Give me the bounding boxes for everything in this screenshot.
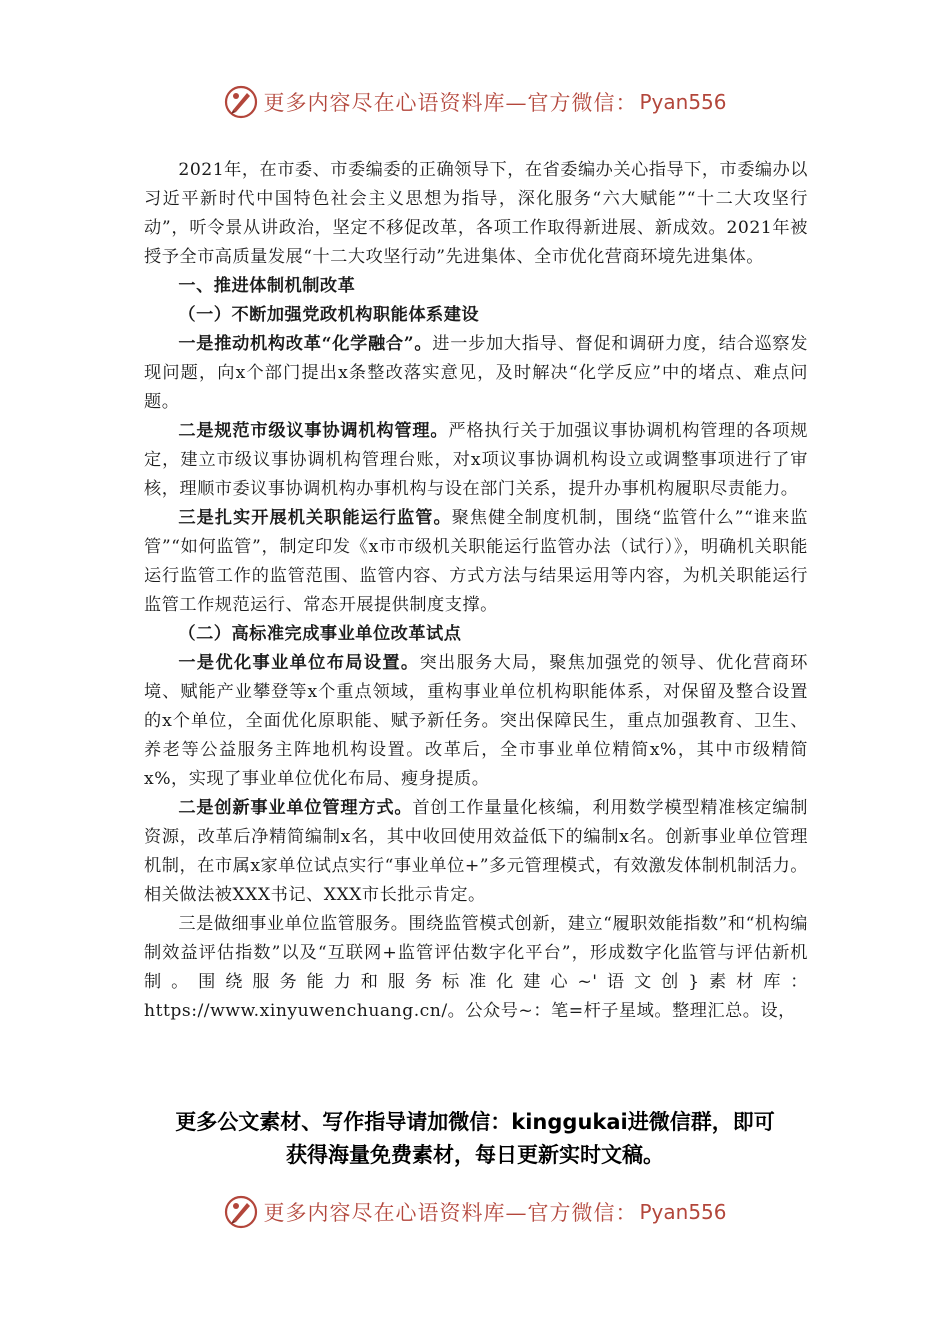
banner-text: 更多内容尽在心语资料库—官方微信： xyxy=(263,91,638,115)
paragraph xyxy=(144,417,808,504)
banner-text: 更多内容尽在心语资料库—官方微信： xyxy=(263,1201,638,1225)
footer-banner xyxy=(0,1190,950,1234)
subsection-heading: （二）高标准完成事业单位改革试点 xyxy=(178,624,462,644)
paragraph xyxy=(144,504,808,620)
paragraph-lead: 一是推动机构改革“化学融合”。 xyxy=(178,334,433,354)
paragraph-lead: 二是规范市级议事协调机构管理。 xyxy=(178,421,449,441)
banner-wechat-id: Pyan556 xyxy=(639,1200,727,1224)
header-banner xyxy=(0,80,950,124)
banner-wechat-id: Pyan556 xyxy=(639,90,727,114)
promo-block xyxy=(120,1106,830,1172)
paragraph-body: 严格执行关于加强议事协调机构管理的各项规定，建立市级议事协调机构管理台账，对x项议事协调机构设立或调整事项进行了审核，理顺市委议事协调机构办事机构与设在部门关系，提升办事机构履职尽责能力。 xyxy=(144,421,808,499)
paragraph xyxy=(144,330,808,417)
pen-logo-icon xyxy=(223,1194,259,1230)
paragraph-body: 首创工作量量化核编，利用数学模型精准核定编制资源，改革后净精简编制x名，其中收回使用效益低下的编制x名。创新事业单位管理机制，在市属x家单位试点实行“事业单位+”多元管理模式，有效激发体制机制活力。相关做法被XXX书记、XXX市长批示肯定。 xyxy=(144,798,808,905)
paragraph-lead: 三是扎实开展机关职能运行监管。 xyxy=(178,508,452,528)
promo-line: 更多公文素材、写作指导请加微信：kinggukai进微信群，即可 xyxy=(175,1110,775,1134)
paragraph xyxy=(144,794,808,910)
document-body xyxy=(144,156,808,1026)
paragraph-body: 突出服务大局，聚焦加强党的领导、优化营商环境、赋能产业攀登等x个重点领域，重构事业单位机构职能体系，对保留及整合设置的x个单位，全面优化原职能、赋予新任务。突出保障民生，重点加强教育、卫生、养老等公益服务主阵地机构设置。改革后，全市事业单位精简x%，其中市级精简x%，实现了事业单位优化布局、瘦身提质。 xyxy=(144,653,808,789)
paragraph-body: 进一步加大指导、督促和调研力度，结合巡察发现问题，向x个部门提出x条整改落实意见，及时解决“化学反应”中的堵点、难点问题。 xyxy=(144,334,808,412)
paragraph-lead: 二是创新事业单位管理方式。 xyxy=(178,798,413,818)
paragraph-lead: 一是优化事业单位布局设置。 xyxy=(178,653,420,673)
section-heading: 一、推进体制机制改革 xyxy=(178,276,356,296)
subsection-heading: （一）不断加强党政机构职能体系建设 xyxy=(178,305,480,325)
paragraph: 三是做细事业单位监管服务。围绕监管模式创新，建立“履职效能指数”和“机构编制效益评估指数”以及“互联网+监管评估数字化平台”，形成数字化监管与评估新机制。围绕服务能力和服务标准化建心~'语文创}素材库：https://www.xinyuwenchuang.cn/。公众号~：笔=杆子星域。整理汇总。设， xyxy=(144,914,808,1021)
paragraph-body: 聚焦健全制度机制，围绕“监管什么”“谁来监管”“如何监管”，制定印发《x市市级机关职能运行监管办法（试行）》，明确机关职能运行监管工作的监管范围、监管内容、方式方法与结果运用等内容，为机关职能运行监管工作规范运行、常态开展提供制度支撑。 xyxy=(144,508,808,615)
pen-logo-icon xyxy=(223,84,259,120)
intro-paragraph: 2021年，在市委、市委编委的正确领导下，在省委编办关心指导下，市委编办以习近平新时代中国特色社会主义思想为指导，深化服务“六大赋能”“十二大攻坚行动”，听令景从讲政治，坚定不移促改革，各项工作取得新进展、新成效。2021年被授予全市高质量发展“十二大攻坚行动”先进集体、全市优化营商环境先进集体。 xyxy=(144,160,808,267)
promo-line: 获得海量免费素材，每日更新实时文稿。 xyxy=(286,1143,664,1167)
paragraph xyxy=(144,649,808,794)
